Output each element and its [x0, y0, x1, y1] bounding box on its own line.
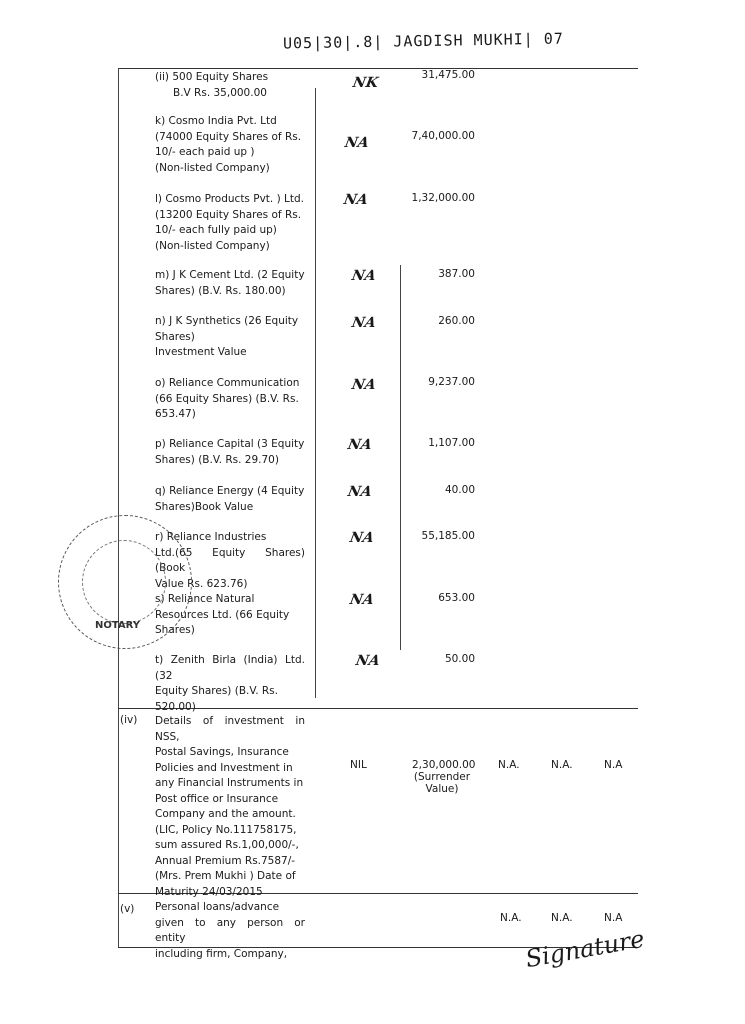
section-iv-na: N.A. — [551, 759, 573, 771]
left-column-border — [118, 68, 119, 948]
investment-value: 260.00 — [438, 315, 475, 327]
investment-value: 7,40,000.00 — [411, 130, 475, 142]
section-iv-details: Details of investment in NSS, Postal Savings, Insurance Policies and Investment in any Financial Instruments in Post office or Insurance Company and the amount. (LIC, Policy No.111758175, sum assured Rs.1,00,000/-, Annual Premium Rs.7587/- (Mrs. Prem Mukhi ) Date of Maturity 24/03/2015 — [155, 715, 305, 898]
section-iv-status: NIL — [350, 759, 367, 771]
investment-row: s) Reliance Natural Resources Ltd. (66 Equity Shares) — [155, 593, 290, 636]
handwritten-mark: NA — [343, 135, 371, 151]
investment-value: 653.00 — [438, 592, 475, 604]
handwritten-mark: NA — [342, 192, 370, 208]
section-v-na: N.A. — [500, 912, 522, 924]
section-number: (v) — [120, 903, 135, 915]
description-column-border — [315, 88, 316, 698]
section-iv-na: N.A. — [498, 759, 520, 771]
notary-stamp-label: NOTARY — [95, 620, 141, 631]
handwritten-mark: NA — [346, 484, 374, 500]
notary-stamp-center — [82, 540, 166, 624]
handwritten-mark: NA — [354, 653, 382, 669]
top-rule — [118, 68, 638, 69]
investment-value: 1,107.00 — [428, 437, 475, 449]
investment-row: l) Cosmo Products Pvt. ) Ltd. (13200 Equity Shares of Rs. 10/- each fully paid up) (Non-listed Company) — [155, 193, 304, 252]
section-v-details: Personal loans/advance given to any person or entity including firm, Company, — [155, 901, 305, 960]
investment-row: n) J K Synthetics (26 Equity Shares) Investment Value — [155, 315, 299, 358]
investment-row: t) Zenith Birla (India) Ltd. (32 Equity Shares) (B.V. Rs. 520.00) — [155, 654, 305, 713]
signature: Signature — [523, 924, 647, 974]
handwritten-mark: NA — [350, 377, 378, 393]
investment-row: m) J K Cement Ltd. (2 Equity Shares) (B.V. Rs. 180.00) — [155, 269, 305, 297]
handwritten-mark: NA — [348, 530, 376, 546]
investment-row: (ii) 500 Equity Shares B.V Rs. 35,000.00 — [155, 71, 269, 99]
investment-row: p) Reliance Capital (3 Equity Shares) (B.V. Rs. 29.70) — [155, 438, 305, 466]
investment-row: o) Reliance Communication (66 Equity Shares) (B.V. Rs. 653.47) — [155, 377, 300, 420]
investment-value: 31,475.00 — [421, 69, 475, 81]
investment-value: 55,185.00 — [421, 530, 475, 542]
investment-value: 40.00 — [444, 484, 475, 496]
investment-value: 9,237.00 — [428, 376, 475, 388]
section-number: (iv) — [120, 714, 138, 726]
investment-value: 387.00 — [438, 268, 475, 280]
handwritten-reference: U05|30|.8| JAGDISH MUKHI| 07 — [282, 29, 565, 53]
investment-value: 1,32,000.00 — [411, 192, 475, 204]
section-v-na: N.A. — [551, 912, 573, 924]
investment-row: r) Reliance Industries Ltd.(65 Equity Shares) (Book Value Rs. 623.76) — [155, 531, 305, 590]
section-iv-value: 2,30,000.00 (Surrender Value) — [412, 759, 476, 795]
handwritten-mark: NA — [348, 592, 376, 608]
handwritten-mark: NK — [351, 75, 380, 91]
investment-row: q) Reliance Energy (4 Equity Shares)Book Value — [155, 485, 305, 513]
handwritten-mark: NA — [346, 437, 374, 453]
handwritten-mark: NA — [350, 315, 378, 331]
investment-row: k) Cosmo India Pvt. Ltd (74000 Equity Shares of Rs. 10/- each paid up ) (Non-listed Company) — [155, 115, 302, 174]
section-v-na: N.A — [604, 912, 623, 924]
investment-value: 50.00 — [444, 653, 475, 665]
section-iv-na: N.A — [604, 759, 623, 771]
handwritten-mark: NA — [350, 268, 378, 284]
